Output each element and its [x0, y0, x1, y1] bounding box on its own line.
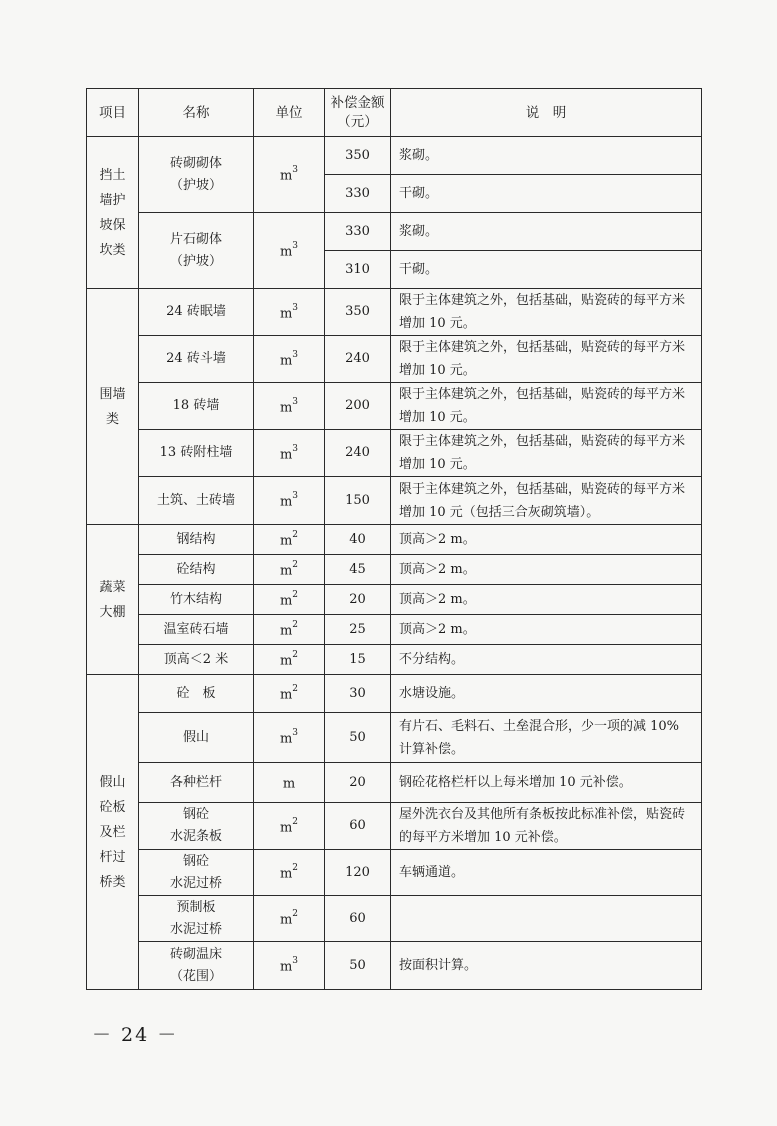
name-cell: 各种栏杆 [139, 763, 254, 803]
amount-cell: 330 [325, 213, 391, 251]
unit-cell [254, 615, 325, 645]
name-cell: 13 砖附柱墙 [139, 430, 254, 477]
name-cell: 砼 板 [139, 675, 254, 713]
unit-cell [254, 289, 325, 336]
table-row [87, 430, 702, 477]
header-name: 名称 [139, 89, 254, 137]
name-cell: 土筑、土砖墙 [139, 477, 254, 525]
unit-cell [254, 675, 325, 713]
amount-cell: 45 [325, 555, 391, 585]
header-note: 说 明 [391, 89, 702, 137]
unit-base: m [279, 400, 293, 416]
table-row [87, 713, 702, 763]
note-cell: 顶高＞2 m。 [391, 585, 702, 615]
table-row [87, 645, 702, 675]
unit-base: m [279, 306, 293, 322]
unit-exponent: 3 [292, 956, 299, 967]
header-amount-line2: （元） [337, 113, 378, 130]
table-row [87, 850, 702, 896]
note-cell: 浆砌。 [391, 137, 702, 175]
unit-cell [254, 850, 325, 896]
amount-cell: 60 [325, 896, 391, 942]
amount-cell: 330 [325, 175, 391, 213]
amount-cell: 120 [325, 850, 391, 896]
amount-cell: 310 [325, 251, 391, 289]
unit-exponent: 3 [292, 349, 299, 360]
unit-cell [254, 336, 325, 383]
unit-cell [254, 555, 325, 585]
header-amount [325, 89, 391, 137]
unit-base: m [279, 623, 293, 639]
name-cell: 砼结构 [139, 555, 254, 585]
unit-exponent: 2 [292, 530, 299, 541]
unit-exponent: 3 [292, 728, 299, 739]
unit-cell [254, 477, 325, 525]
note-cell: 顶高＞2 m。 [391, 555, 702, 585]
unit-exponent: 3 [292, 396, 299, 407]
name-cell: 预制板 水泥过桥 [139, 896, 254, 942]
note-cell: 浆砌。 [391, 213, 702, 251]
category-cell: 围墙类 [87, 289, 139, 525]
unit-exponent: 2 [292, 909, 299, 920]
table-row [87, 803, 702, 850]
unit-cell [254, 383, 325, 430]
unit-exponent: 3 [292, 241, 299, 252]
table-row [87, 615, 702, 645]
table-row [87, 555, 702, 585]
note-cell: 钢砼花格栏杆以上每米增加 10 元补偿。 [391, 763, 702, 803]
unit-exponent: 2 [292, 863, 299, 874]
unit-cell [254, 213, 325, 289]
unit-cell [254, 525, 325, 555]
note-cell: 干砌。 [391, 251, 702, 289]
table-body [87, 137, 702, 990]
amount-cell: 25 [325, 615, 391, 645]
header-amount-line1: 补偿金额 [330, 94, 385, 111]
note-cell: 有片石、毛料石、土垒混合形，少一项的减 10% 计算补偿。 [391, 713, 702, 763]
unit-exponent: 2 [292, 620, 299, 631]
note-cell: 顶高＞2 m。 [391, 615, 702, 645]
header-unit: 单位 [254, 89, 325, 137]
unit-exponent: 3 [292, 443, 299, 454]
note-cell: 限于主体建筑之外，包括基础，贴瓷砖的每平方米增加 10 元。 [391, 289, 702, 336]
unit-cell [254, 585, 325, 615]
amount-cell: 350 [325, 137, 391, 175]
table-row [87, 477, 702, 525]
name-cell: 钢结构 [139, 525, 254, 555]
unit-base: m [279, 244, 293, 260]
name-cell: 砖砌温床 （花围） [139, 942, 254, 990]
amount-cell: 240 [325, 430, 391, 477]
unit-cell [254, 645, 325, 675]
note-cell: 顶高＞2 m。 [391, 525, 702, 555]
unit-base: m [279, 563, 293, 579]
amount-cell: 30 [325, 675, 391, 713]
name-cell: 24 砖眠墙 [139, 289, 254, 336]
unit-base: m [279, 866, 293, 882]
unit-cell [254, 713, 325, 763]
unit-base: m [279, 494, 293, 510]
amount-cell: 20 [325, 763, 391, 803]
unit-exponent: 2 [292, 684, 299, 695]
header-item: 项目 [87, 89, 139, 137]
note-cell: 限于主体建筑之外，包括基础，贴瓷砖的每平方米增加 10 元。 [391, 430, 702, 477]
name-cell: 竹木结构 [139, 585, 254, 615]
name-cell: 片石砌体 （护坡） [139, 213, 254, 289]
table-header-row [87, 89, 702, 137]
note-cell: 限于主体建筑之外，包括基础，贴瓷砖的每平方米增加 10 元。 [391, 383, 702, 430]
category-cell: 挡土墙护坡保坎类 [87, 137, 139, 289]
unit-base: m [279, 731, 293, 747]
unit-exponent: 2 [292, 590, 299, 601]
category-cell: 蔬菜大棚 [87, 525, 139, 675]
unit-base: m [279, 687, 293, 703]
note-cell: 水塘设施。 [391, 675, 702, 713]
unit-base: m [282, 776, 296, 792]
table-row [87, 137, 702, 175]
table-row [87, 383, 702, 430]
unit-cell [254, 430, 325, 477]
unit-exponent: 2 [292, 650, 299, 661]
unit-base: m [279, 912, 293, 928]
unit-base: m [279, 447, 293, 463]
amount-cell: 50 [325, 713, 391, 763]
unit-base: m [279, 168, 293, 184]
unit-cell [254, 137, 325, 213]
note-cell [391, 896, 702, 942]
unit-base: m [279, 593, 293, 609]
note-cell: 限于主体建筑之外，包括基础，贴瓷砖的每平方米增加 10 元。 [391, 336, 702, 383]
table-row [87, 336, 702, 383]
amount-cell: 40 [325, 525, 391, 555]
note-cell: 干砌。 [391, 175, 702, 213]
unit-exponent: 3 [292, 302, 299, 313]
amount-cell: 50 [325, 942, 391, 990]
unit-exponent: 3 [292, 491, 299, 502]
compensation-table [86, 88, 702, 990]
amount-cell: 20 [325, 585, 391, 615]
name-cell: 24 砖斗墙 [139, 336, 254, 383]
unit-base: m [279, 653, 293, 669]
amount-cell: 60 [325, 803, 391, 850]
table-row [87, 525, 702, 555]
unit-exponent: 2 [292, 816, 299, 827]
name-cell: 温室砖石墙 [139, 615, 254, 645]
unit-cell [254, 763, 325, 803]
page-number: － 24 － [92, 1024, 179, 1046]
amount-cell: 150 [325, 477, 391, 525]
table-row [87, 213, 702, 251]
unit-base: m [279, 820, 293, 836]
unit-base: m [279, 353, 293, 369]
unit-exponent: 2 [292, 560, 299, 571]
unit-base: m [279, 959, 293, 975]
name-cell: 砖砌砌体 （护坡） [139, 137, 254, 213]
name-cell: 假山 [139, 713, 254, 763]
note-cell: 屋外洗衣台及其他所有条板按此标准补偿，贴瓷砖的每平方米增加 10 元补偿。 [391, 803, 702, 850]
unit-cell [254, 942, 325, 990]
table-row [87, 585, 702, 615]
category-cell: 假山砼板及栏杆过桥类 [87, 675, 139, 990]
name-cell: 钢砼 水泥条板 [139, 803, 254, 850]
note-cell: 按面积计算。 [391, 942, 702, 990]
name-cell: 顶高＜2 米 [139, 645, 254, 675]
unit-cell [254, 896, 325, 942]
unit-exponent: 3 [292, 165, 299, 176]
unit-cell [254, 803, 325, 850]
table-row [87, 675, 702, 713]
amount-cell: 240 [325, 336, 391, 383]
unit-base: m [279, 533, 293, 549]
name-cell: 钢砼 水泥过桥 [139, 850, 254, 896]
note-cell: 车辆通道。 [391, 850, 702, 896]
note-cell: 限于主体建筑之外，包括基础，贴瓷砖的每平方米增加 10 元（包括三合灰砌筑墙）。 [391, 477, 702, 525]
table-row [87, 763, 702, 803]
amount-cell: 350 [325, 289, 391, 336]
amount-cell: 200 [325, 383, 391, 430]
name-cell: 18 砖墙 [139, 383, 254, 430]
note-cell: 不分结构。 [391, 645, 702, 675]
table-row [87, 289, 702, 336]
table-row [87, 896, 702, 942]
table-row [87, 942, 702, 990]
amount-cell: 15 [325, 645, 391, 675]
